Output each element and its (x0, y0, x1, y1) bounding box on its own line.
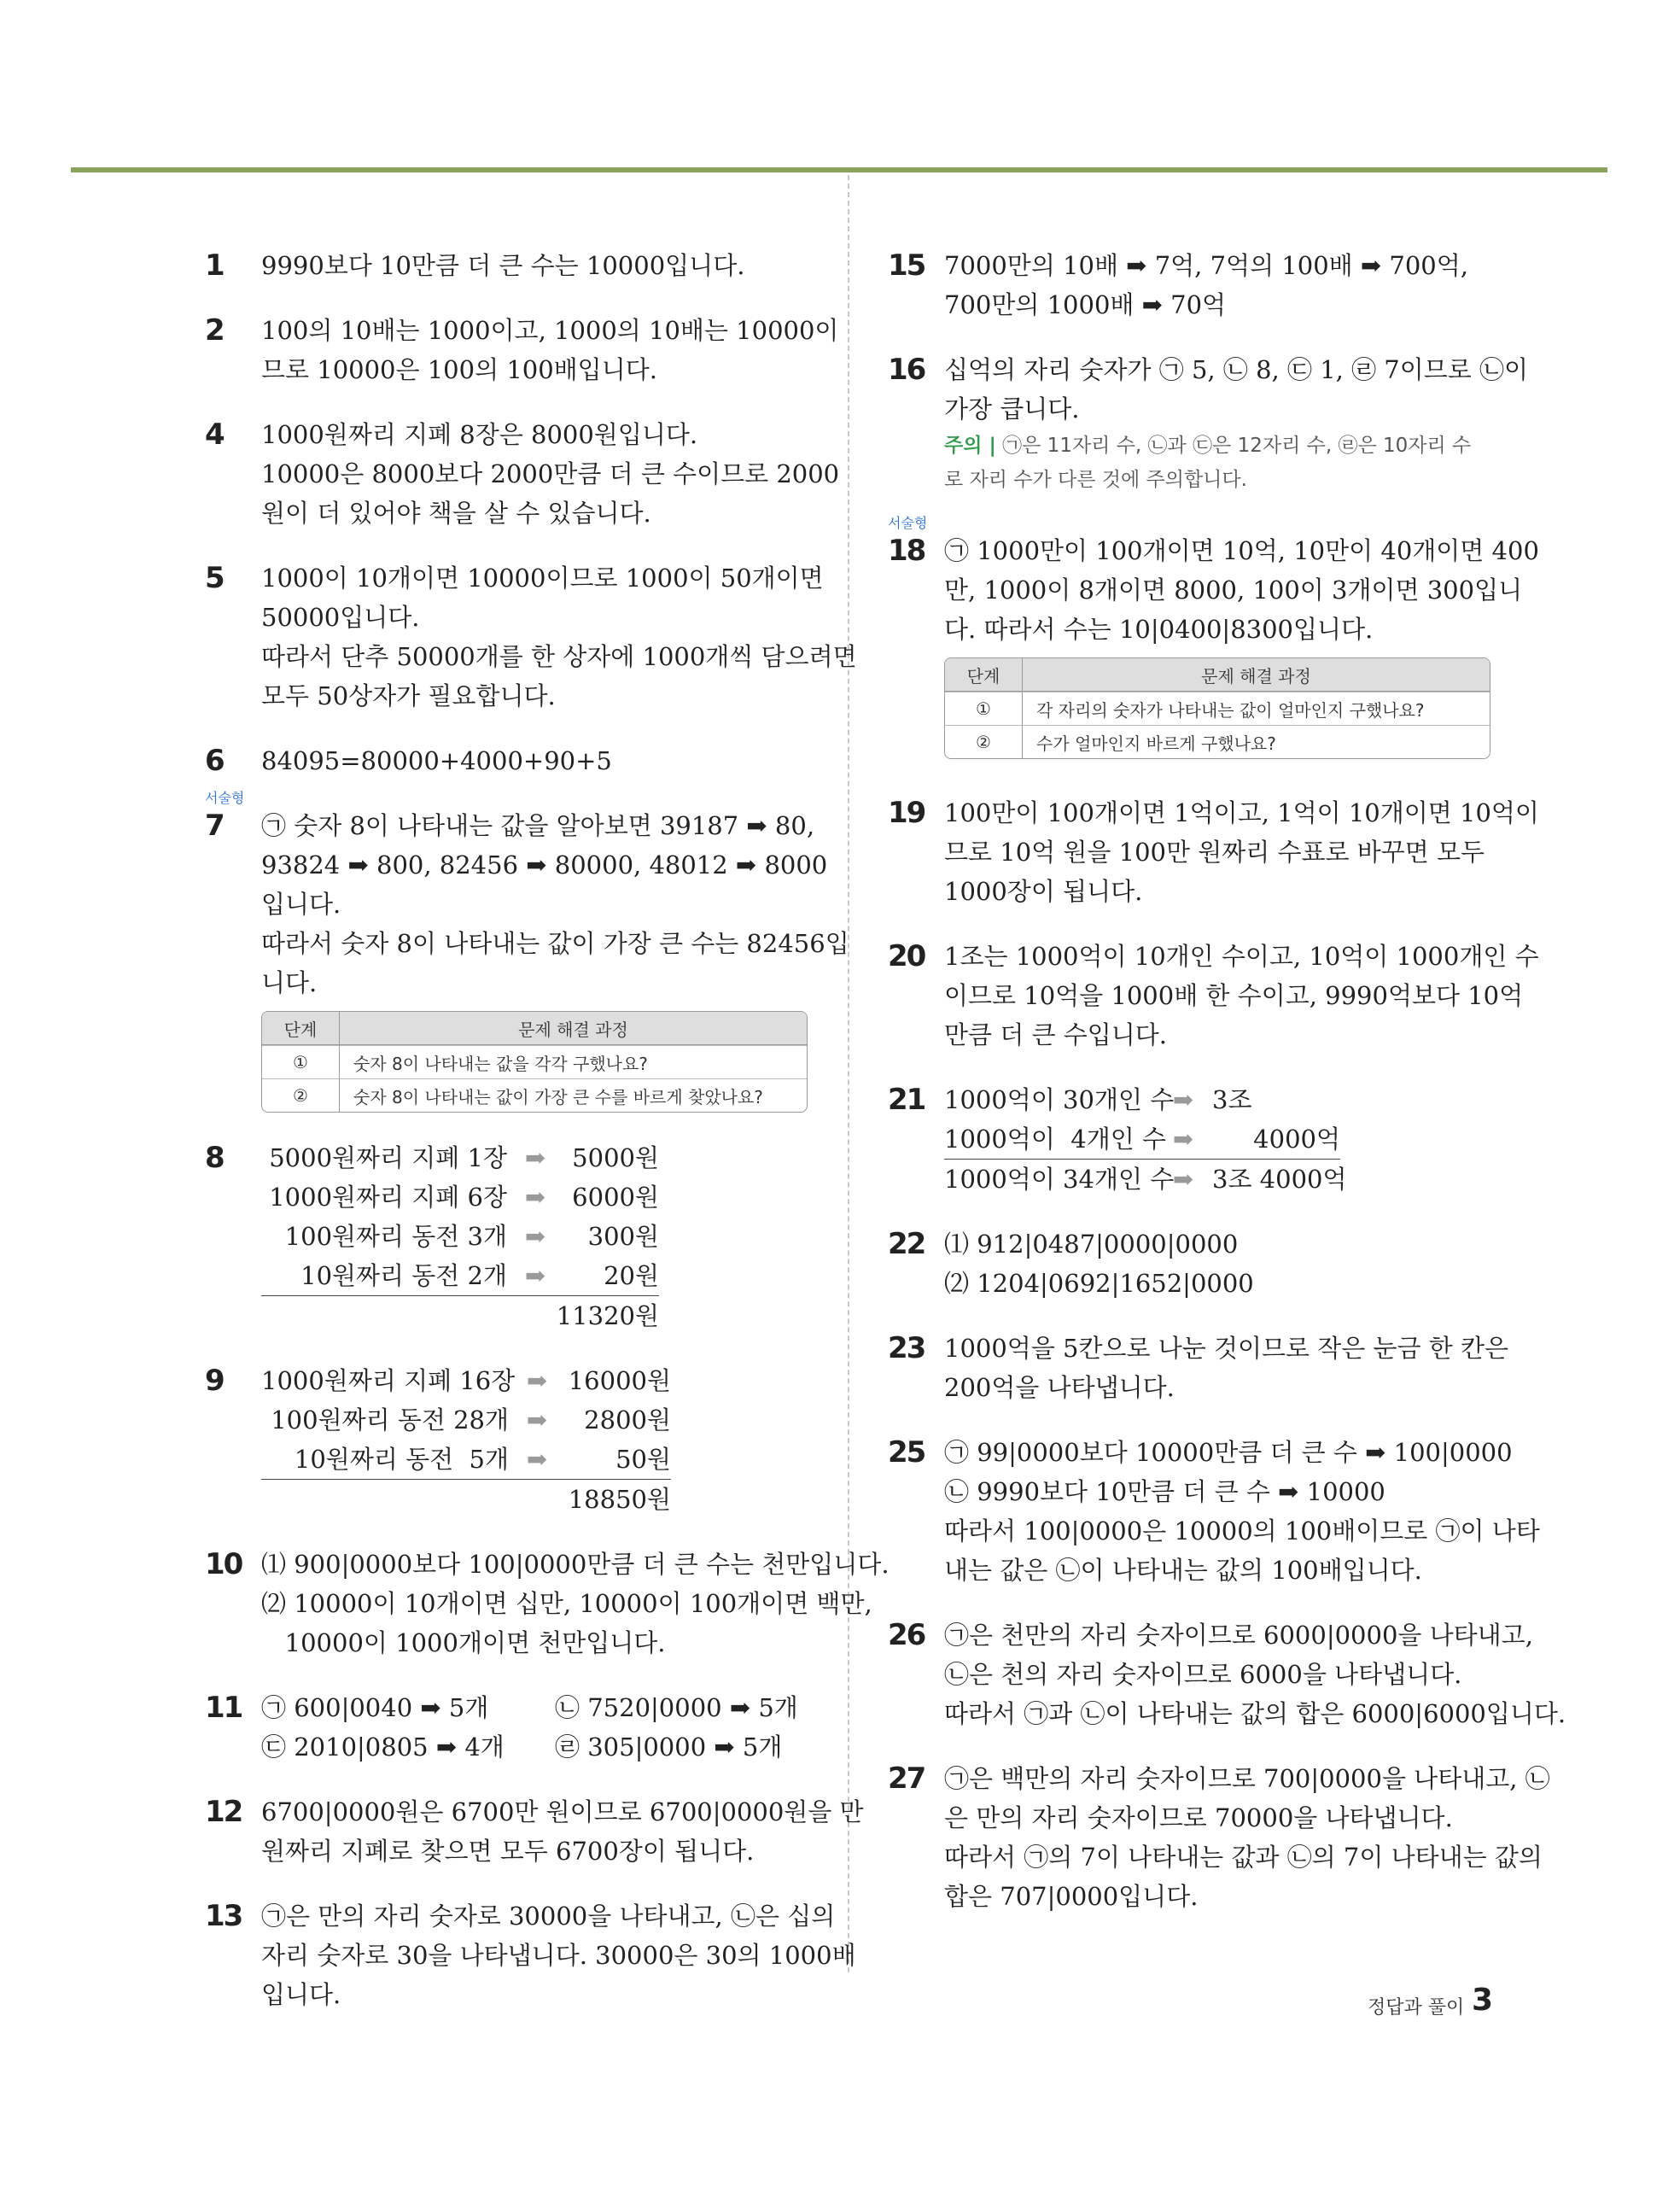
item-number: 5 (205, 561, 224, 595)
answer-10 (205, 1545, 890, 1662)
digit-count-cell: ㉢ 2010|0805 ➡ 4개 (261, 1732, 505, 1762)
calc-value: 4000억 (1253, 1125, 1340, 1154)
calc-total: 11320원 (261, 1295, 659, 1335)
answer-15 (888, 246, 1502, 324)
calc-total-row (944, 1159, 1347, 1199)
digit-count-cell: ㉡ 7520|0000 ➡ 5개 (555, 1693, 798, 1722)
answer-line: 은 만의 자리 숫자이므로 70000을 나타냅니다. (944, 1803, 1453, 1832)
caution-label: 주의 | (944, 435, 996, 457)
answer-line: ㉠ 1000만이 100개이면 10억, 10만이 40개이면 400 (944, 536, 1539, 565)
answer-line: ⑵ 10000이 10개이면 십만, 10000이 100개이면 백만, (261, 1589, 872, 1618)
answer-line: 만큼 더 큰 수입니다. (944, 1020, 1167, 1049)
calc-total: 18850원 (261, 1479, 671, 1519)
answer-6 (205, 741, 820, 780)
answer-line: 따라서 ㉠과 ㉡이 나타내는 값의 합은 6000|6000입니다. (944, 1699, 1566, 1728)
answer-line: 50000입니다. (261, 603, 420, 632)
item-number: 10 (205, 1547, 242, 1581)
item-number: 9 (205, 1364, 224, 1398)
answer-20 (888, 937, 1539, 1055)
answer-line: 니다. (261, 968, 318, 997)
rubric-step: ② (262, 1078, 340, 1112)
arrow-icon: ➡ (526, 1405, 548, 1434)
answer-line: 1000원짜리 지폐 8장은 8000원입니다. (261, 420, 698, 449)
digit-count-cell: ㉣ 305|0000 ➡ 5개 (555, 1732, 783, 1762)
answer-line: 합은 707|0000입니다. (944, 1882, 1199, 1911)
answer-line: 만, 1000이 8개이면 8000, 100이 3개이면 300입니 (944, 576, 1523, 605)
answer-line: 가장 큽니다. (944, 394, 1080, 424)
answer-line: 84095=80000+4000+90+5 (261, 746, 612, 775)
rubric-criterion: 각 자리의 숫자가 나타내는 값이 얼마인지 구했나요? (1023, 692, 1490, 725)
answer-line: 100의 10배는 1000이고, 1000의 10배는 10000이 (261, 316, 839, 345)
item-number: 18 (888, 534, 925, 568)
calc-value: 5000원 (572, 1143, 659, 1172)
calc-value: 16000원 (568, 1366, 671, 1395)
unit-calculation (944, 1080, 1502, 1199)
answer-7 (205, 790, 849, 1113)
answer-line: 십억의 자리 숫자가 ㉠ 5, ㉡ 8, ㉢ 1, ㉣ 7이므로 ㉡이 (944, 355, 1529, 384)
money-calculation (261, 1361, 820, 1519)
answer-line: ㉠은 백만의 자리 숫자이므로 700|0000을 나타내고, ㉡ (944, 1764, 1550, 1793)
calc-row (944, 1080, 1502, 1119)
calc-label: 5000원짜리 지폐 1장 (269, 1143, 507, 1172)
answer-21 (888, 1080, 1502, 1199)
answer-1 (205, 246, 820, 285)
answer-line: 따라서 단추 50000개를 한 상자에 1000개씩 담으려면 (261, 642, 857, 671)
answer-line: 1000이 10개이면 10000이므로 1000이 50개이면 (261, 564, 824, 593)
left-column (205, 246, 890, 2014)
answer-line: ㉡ 9990보다 10만큼 더 큰 수 ➡ 10000 (944, 1477, 1385, 1506)
calc-value: 300원 (587, 1222, 659, 1251)
answer-line: 따라서 ㉠의 7이 나타내는 값과 ㉡의 7이 나타내는 값의 (944, 1843, 1543, 1872)
item-number: 22 (888, 1227, 925, 1261)
calc-row (261, 1217, 820, 1256)
money-calculation (261, 1138, 820, 1335)
digit-count-row (261, 1727, 820, 1767)
answer-line: 6700|0000원은 6700만 원이므로 6700|0000원을 만 (261, 1797, 864, 1826)
rubric-criterion: 숫자 8이 나타내는 값이 가장 큰 수를 바르게 찾았나요? (340, 1078, 807, 1112)
item-number: 6 (205, 744, 224, 778)
item-number: 23 (888, 1331, 925, 1365)
item-number: 11 (205, 1691, 242, 1725)
item-number: 7 (205, 809, 224, 843)
caution-text: 로 자리 수가 다른 것에 주의합니다. (944, 469, 1247, 491)
answer-4 (205, 415, 840, 533)
rubric-step: ① (945, 692, 1023, 725)
answer-line: 200억을 나타냅니다. (944, 1373, 1175, 1402)
answer-19 (888, 793, 1539, 911)
answer-22 (888, 1224, 1502, 1303)
calc-value: 6000원 (572, 1183, 659, 1212)
answer-line: 9990보다 10만큼 더 큰 수는 10000입니다. (261, 251, 745, 280)
answer-line: 자리 숫자로 30을 나타냅니다. 30000은 30의 1000배 (261, 1941, 856, 1970)
item-number: 16 (888, 353, 925, 387)
calc-row (261, 1177, 820, 1217)
calc-row (944, 1119, 1502, 1159)
calc-row (261, 1361, 820, 1400)
answer-line: 7000만의 10배 ➡ 7억, 7억의 100배 ➡ 700억, (944, 251, 1468, 280)
calc-value: 2800원 (584, 1405, 671, 1434)
scoring-rubric (261, 1011, 808, 1113)
answer-9 (205, 1361, 820, 1519)
item-number: 19 (888, 796, 925, 830)
item-number: 25 (888, 1435, 925, 1469)
page-number: 3 (1472, 1983, 1494, 2018)
descriptive-tag: 서술형 (205, 790, 245, 806)
answer-line: 므로 10억 원을 100만 원짜리 수표로 바꾸면 모두 (944, 838, 1485, 867)
answer-line: ㉠은 만의 자리 숫자로 30000을 나타내고, ㉡은 십의 (261, 1902, 836, 1931)
calc-value: 20원 (604, 1261, 659, 1290)
answer-line: 100만이 100개이면 1억이고, 1억이 10개이면 10억이 (944, 798, 1539, 827)
calc-label: 10원짜리 동전 5개 (294, 1445, 509, 1474)
descriptive-tag: 서술형 (888, 515, 928, 531)
arrow-icon: ➡ (524, 1261, 546, 1290)
rubric-header-process: 문제 해결 과정 (340, 1012, 807, 1045)
answer-line: 93824 ➡ 800, 82456 ➡ 80000, 48012 ➡ 8000 (261, 850, 828, 879)
answer-line: 입니다. (261, 890, 341, 919)
arrow-icon: ➡ (524, 1222, 546, 1251)
item-number: 2 (205, 313, 224, 348)
rubric-criterion: 수가 얼마인지 바르게 구했나요? (1023, 725, 1490, 758)
answer-line: 이므로 10억을 1000배 한 수이고, 9990억보다 10억 (944, 981, 1524, 1010)
answer-line: 10000이 1000개이면 천만입니다. (261, 1628, 666, 1657)
answer-27 (888, 1759, 1550, 1916)
calc-label: 10원짜리 동전 2개 (300, 1261, 507, 1290)
calc-label: 100원짜리 동전 28개 (271, 1405, 509, 1434)
calc-total: 3조 4000억 (1212, 1165, 1347, 1194)
calc-label: 1000억이 4개인 수 (944, 1125, 1166, 1154)
calc-label: 1000억이 30개인 수 (944, 1085, 1175, 1114)
calc-row (261, 1138, 820, 1177)
answer-13 (205, 1896, 856, 2014)
answer-line: ⑵ 1204|0692|1652|0000 (944, 1269, 1254, 1298)
caution-note (944, 429, 1502, 463)
answer-25 (888, 1433, 1540, 1590)
item-number: 12 (205, 1795, 242, 1829)
answer-line: 다. 따라서 수는 10|0400|8300입니다. (944, 615, 1374, 644)
answer-line: 원이 더 있어야 책을 살 수 있습니다. (261, 499, 651, 528)
answer-line: ㉠ 99|0000보다 10000만큼 더 큰 수 ➡ 100|0000 (944, 1438, 1513, 1467)
answer-5 (205, 558, 857, 716)
answer-line: 10000은 8000보다 2000만큼 더 큰 수이므로 2000 (261, 459, 840, 488)
answer-line: ㉠ 숫자 8이 나타내는 값을 알아보면 39187 ➡ 80, (261, 811, 815, 840)
rubric-criterion: 숫자 8이 나타내는 값을 각각 구했나요? (340, 1045, 807, 1078)
arrow-icon: ➡ (526, 1366, 548, 1395)
rubric-header-process: 문제 해결 과정 (1023, 658, 1490, 692)
calc-value: 3조 (1212, 1085, 1252, 1114)
answer-11 (205, 1688, 820, 1767)
answer-line: 입니다. (261, 1980, 341, 2009)
calc-label: 100원짜리 동전 3개 (284, 1222, 507, 1251)
arrow-icon: ➡ (524, 1183, 546, 1212)
answer-26 (888, 1615, 1566, 1733)
rubric-header-step: 단계 (262, 1012, 340, 1045)
arrow-icon: ➡ (526, 1445, 548, 1474)
item-number: 26 (888, 1618, 925, 1652)
answer-line: ㉠은 천만의 자리 숫자이므로 6000|0000을 나타내고, (944, 1621, 1533, 1650)
item-number: 27 (888, 1762, 925, 1796)
answer-line: 1조는 1000억이 10개인 수이고, 10억이 1000개인 수 (944, 942, 1539, 971)
right-column (888, 246, 1566, 1916)
answer-line: 원짜리 지폐로 찾으면 모두 6700장이 됩니다. (261, 1837, 755, 1866)
calc-row (261, 1440, 820, 1479)
scoring-rubric (944, 657, 1490, 759)
answer-line: 따라서 100|0000은 10000의 100배이므로 ㉠이 나타 (944, 1516, 1540, 1545)
answer-16 (888, 350, 1529, 497)
arrow-icon: ➡ (1172, 1125, 1194, 1154)
calc-value: 50원 (615, 1445, 671, 1474)
answer-2 (205, 311, 839, 389)
answer-line: 므로 10000은 100의 100배입니다. (261, 355, 657, 384)
item-number: 20 (888, 939, 925, 973)
answer-line: 1000억을 5칸으로 나눈 것이므로 작은 눈금 한 칸은 (944, 1334, 1509, 1363)
calc-row (261, 1400, 820, 1440)
item-number: 21 (888, 1083, 925, 1117)
arrow-icon: ➡ (1172, 1165, 1194, 1194)
answer-line: ⑴ 912|0487|0000|0000 (944, 1230, 1239, 1259)
rubric-step: ① (262, 1045, 340, 1078)
item-number: 15 (888, 248, 925, 283)
answer-8 (205, 1138, 820, 1335)
answer-line: 내는 값은 ㉡이 나타내는 값의 100배입니다. (944, 1556, 1422, 1585)
item-number: 1 (205, 248, 224, 283)
rubric-step: ② (945, 725, 1023, 758)
item-number: 13 (205, 1899, 242, 1933)
caution-text: ㉠은 11자리 수, ㉡과 ㉢은 12자리 수, ㉣은 10자리 수 (1002, 435, 1472, 457)
header-rule (71, 167, 1607, 172)
calc-row (261, 1256, 820, 1295)
digit-count-cell: ㉠ 600|0040 ➡ 5개 (261, 1693, 489, 1722)
item-number: 4 (205, 418, 224, 452)
calc-label: 1000원짜리 지폐 16장 (261, 1366, 516, 1395)
answer-12 (205, 1792, 864, 1871)
arrow-icon: ➡ (1172, 1085, 1194, 1114)
rubric-header-step: 단계 (945, 658, 1023, 692)
answer-line: 모두 50상자가 필요합니다. (261, 681, 556, 710)
arrow-icon: ➡ (524, 1143, 546, 1172)
answer-line: ⑴ 900|0000보다 100|0000만큼 더 큰 수는 천만입니다. (261, 1550, 890, 1579)
answer-line: 700만의 1000배 ➡ 70억 (944, 290, 1227, 319)
answer-line: ㉡은 천의 자리 숫자이므로 6000을 나타냅니다. (944, 1660, 1462, 1689)
answer-18 (888, 515, 1539, 759)
digit-count-row (261, 1688, 820, 1727)
answer-line: 따라서 숫자 8이 나타내는 값이 가장 큰 수는 82456입 (261, 929, 849, 958)
calc-label: 1000원짜리 지폐 6장 (269, 1183, 507, 1212)
column-divider (848, 175, 849, 1972)
item-number: 8 (205, 1141, 224, 1175)
calc-total-label: 1000억이 34개인 수 (944, 1165, 1175, 1194)
footer-label: 정답과 풀이 (1368, 1997, 1465, 2019)
answer-23 (888, 1329, 1509, 1407)
answer-line: 1000장이 됩니다. (944, 877, 1143, 906)
